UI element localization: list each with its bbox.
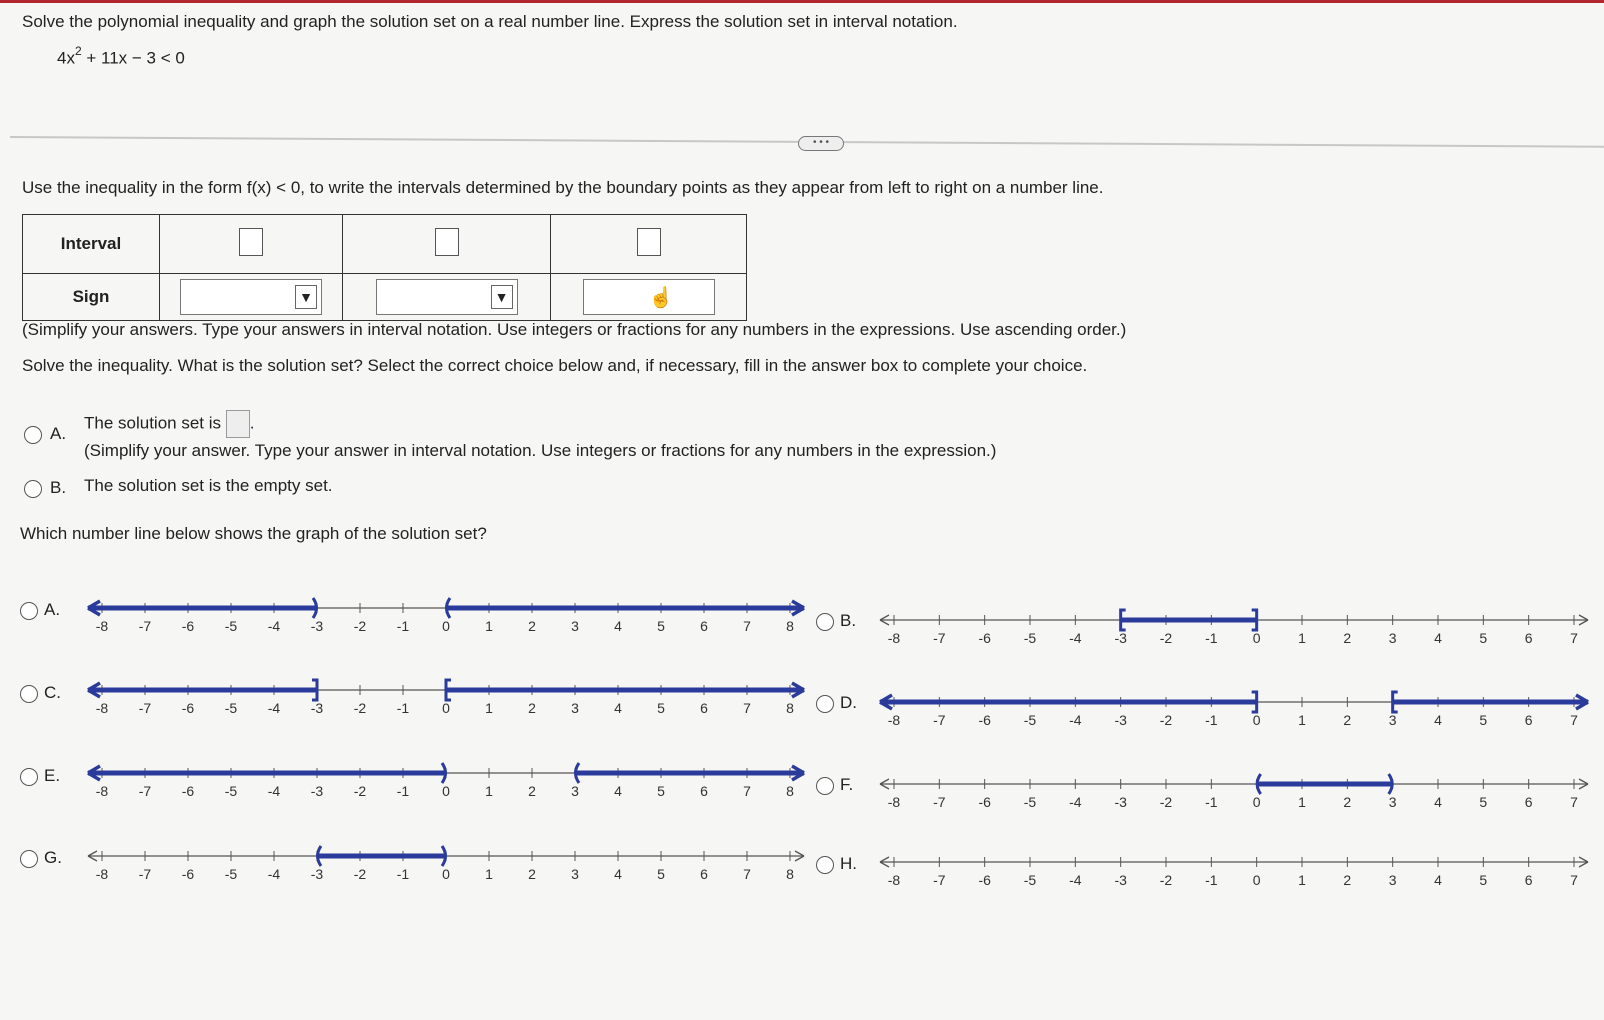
- tick-label: 5: [1479, 630, 1488, 646]
- tick-label: -5: [224, 618, 238, 634]
- hand-cursor-icon: ☝: [648, 287, 674, 309]
- sign-row-label: Sign: [23, 274, 160, 321]
- interval-row-label: Interval: [23, 215, 160, 274]
- solution-set-question: Solve the inequality. What is the solution set? Select the correct choice below and, if necessary, fill in the answer box to complete your choice.: [22, 356, 1088, 375]
- number-line-radio-a[interactable]: [20, 602, 38, 620]
- tick-label: 2: [1343, 794, 1352, 810]
- tick-label: -6: [181, 866, 195, 882]
- tick-label: 1: [1298, 712, 1306, 728]
- tick-label: -4: [267, 866, 281, 882]
- number-line-radio-f[interactable]: [816, 777, 834, 795]
- tick-label: -4: [1069, 872, 1082, 888]
- expand-more-button[interactable]: • • •: [798, 136, 844, 151]
- number-line-letter: D.: [840, 693, 857, 712]
- tick-label: -6: [181, 618, 195, 634]
- tick-label: 6: [1524, 630, 1533, 646]
- tick-label: 7: [1570, 630, 1578, 646]
- tick-label: 4: [614, 783, 622, 799]
- tick-label: 5: [657, 866, 665, 882]
- tick-label: 7: [1570, 712, 1578, 728]
- tick-label: 2: [1343, 712, 1352, 728]
- sign-dropdown-2[interactable]: [376, 279, 518, 315]
- tick-label: 6: [700, 700, 708, 716]
- tick-label: 4: [1434, 794, 1442, 810]
- number-line: [876, 688, 1592, 728]
- tick-label: -8: [95, 618, 109, 634]
- number-line: [84, 676, 808, 716]
- tick-label: 2: [1343, 872, 1352, 888]
- tick-label: 1: [485, 700, 493, 716]
- number-line-radio-h[interactable]: [816, 856, 834, 874]
- tick-label: 7: [1570, 794, 1578, 810]
- choice-a-text: The solution set is .: [84, 410, 254, 438]
- tick-label: 3: [571, 866, 579, 882]
- tick-label: 3: [1388, 872, 1397, 888]
- choice-b-letter: B.: [50, 478, 67, 497]
- tick-label: 5: [1479, 794, 1488, 810]
- tick-label: 0: [442, 783, 450, 799]
- tick-label: -4: [1069, 630, 1082, 646]
- interval-instruction: Use the inequality in the form f(x) < 0, to write the intervals determined by the boundary points as they appear from left to right on a number line.: [22, 178, 1104, 197]
- tick-label: 4: [614, 866, 622, 882]
- tick-label: -2: [1159, 794, 1173, 810]
- tick-label: 2: [1343, 630, 1352, 646]
- tick-label: 0: [1252, 872, 1261, 888]
- inequality: $4x^2 + 11x - 3 < 0$: [57, 44, 185, 68]
- tick-label: -2: [353, 700, 367, 716]
- tick-label: 5: [657, 618, 665, 634]
- choice-b-text: The solution set is the empty set.: [84, 476, 333, 495]
- tick-label: 3: [1388, 630, 1397, 646]
- tick-label: -2: [353, 866, 367, 882]
- tick-label: 7: [743, 783, 751, 799]
- tick-label: -7: [138, 783, 152, 799]
- tick-label: -6: [978, 630, 991, 646]
- tick-label: 8: [786, 700, 794, 716]
- tick-label: 0: [1252, 712, 1261, 728]
- tick-label: 6: [1524, 712, 1533, 728]
- tick-label: -7: [933, 872, 946, 888]
- solution-set-input[interactable]: [226, 410, 250, 438]
- tick-label: -3: [310, 783, 324, 799]
- number-line-radio-c[interactable]: [20, 685, 38, 703]
- tick-label: 4: [614, 618, 622, 634]
- tick-label: -7: [933, 794, 946, 810]
- tick-label: -5: [224, 700, 238, 716]
- tick-label: 7: [743, 866, 751, 882]
- number-line-letter: G.: [44, 848, 62, 867]
- tick-label: 4: [1434, 712, 1442, 728]
- tick-label: -5: [1023, 712, 1037, 728]
- tick-label: -1: [1205, 872, 1218, 888]
- tick-label: -2: [353, 783, 367, 799]
- tick-label: 1: [485, 866, 493, 882]
- tick-label: -6: [978, 872, 991, 888]
- dropdown-arrow-icon: ▼: [491, 285, 513, 309]
- tick-label: -6: [978, 794, 991, 810]
- tick-label: -3: [1114, 630, 1127, 646]
- tick-label: 2: [528, 700, 536, 716]
- tick-label: 6: [1524, 794, 1533, 810]
- tick-label: -7: [933, 630, 946, 646]
- tick-label: -3: [1114, 712, 1127, 728]
- number-line: [84, 759, 808, 799]
- problem-statement: Solve the polynomial inequality and graph the solution set on a real number line. Express the solution set in interval notation.: [22, 12, 958, 31]
- tick-label: -2: [1159, 630, 1173, 646]
- choice-b-radio[interactable]: [24, 480, 42, 498]
- tick-label: 2: [528, 866, 536, 882]
- tick-label: 6: [700, 866, 708, 882]
- tick-label: -3: [310, 866, 324, 882]
- number-line-letter: F.: [840, 775, 854, 794]
- number-line-letter: E.: [44, 766, 61, 785]
- tick-label: -5: [1023, 872, 1037, 888]
- tick-label: -5: [1023, 630, 1037, 646]
- tick-label: 0: [442, 618, 450, 634]
- tick-label: -3: [310, 618, 324, 634]
- tick-label: 4: [1434, 630, 1442, 646]
- tick-label: -1: [396, 618, 410, 634]
- tick-label: -4: [1069, 712, 1082, 728]
- tick-label: 3: [1388, 794, 1397, 810]
- tick-label: -6: [978, 712, 991, 728]
- tick-label: 3: [571, 700, 579, 716]
- tick-label: -8: [887, 712, 901, 728]
- tick-label: -3: [1114, 794, 1127, 810]
- tick-label: 5: [657, 700, 665, 716]
- tick-label: -7: [138, 618, 152, 634]
- tick-label: 0: [442, 866, 450, 882]
- tick-label: -1: [396, 866, 410, 882]
- number-line-letter: H.: [840, 854, 857, 873]
- interval-note: (Simplify your answers. Type your answers in interval notation. Use integers or fractions for any numbers in the expressions. Use ascending order.): [22, 320, 1127, 339]
- tick-label: 1: [485, 618, 493, 634]
- tick-label: 5: [1479, 872, 1488, 888]
- tick-label: 8: [786, 783, 794, 799]
- number-line-letter: C.: [44, 683, 61, 702]
- tick-label: -3: [1114, 872, 1127, 888]
- tick-label: -1: [396, 700, 410, 716]
- interval-answer-box-3[interactable]: [637, 228, 661, 256]
- tick-label: -5: [224, 783, 238, 799]
- number-line-radio-e[interactable]: [20, 768, 38, 786]
- tick-label: -7: [138, 866, 152, 882]
- tick-label: -6: [181, 783, 195, 799]
- interval-answer-box-2[interactable]: [435, 228, 459, 256]
- number-line-radio-b[interactable]: [816, 613, 834, 631]
- tick-label: -7: [933, 712, 946, 728]
- tick-label: 3: [571, 783, 579, 799]
- tick-label: 3: [1388, 712, 1397, 728]
- tick-label: -4: [267, 783, 281, 799]
- tick-label: -8: [95, 866, 109, 882]
- tick-label: 0: [1252, 794, 1261, 810]
- number-line: [84, 594, 808, 634]
- tick-label: 0: [442, 700, 450, 716]
- number-line-letter: A.: [44, 600, 61, 619]
- tick-label: 5: [657, 783, 665, 799]
- tick-label: 8: [786, 866, 794, 882]
- tick-label: 5: [1479, 712, 1488, 728]
- tick-label: -7: [138, 700, 152, 716]
- tick-label: 6: [1524, 872, 1533, 888]
- tick-label: 7: [743, 618, 751, 634]
- number-line-letter: B.: [840, 611, 857, 630]
- tick-label: -3: [310, 700, 324, 716]
- tick-label: 1: [1298, 630, 1306, 646]
- tick-label: -1: [396, 783, 410, 799]
- sign-dropdown-3[interactable]: [583, 279, 715, 315]
- tick-label: -5: [1023, 794, 1037, 810]
- choice-a-radio[interactable]: [24, 426, 42, 444]
- dropdown-arrow-icon: ▼: [295, 285, 317, 309]
- tick-label: 1: [1298, 794, 1306, 810]
- tick-label: -8: [887, 630, 901, 646]
- tick-label: 2: [528, 618, 536, 634]
- number-line: [84, 842, 808, 882]
- tick-label: -4: [267, 700, 281, 716]
- tick-label: -6: [181, 700, 195, 716]
- tick-label: 1: [485, 783, 493, 799]
- tick-label: 8: [786, 618, 794, 634]
- tick-label: -5: [224, 866, 238, 882]
- number-line: [876, 770, 1592, 810]
- tick-label: -2: [1159, 712, 1173, 728]
- number-line: [876, 848, 1592, 888]
- tick-label: -1: [1205, 712, 1218, 728]
- tick-label: 7: [1570, 872, 1578, 888]
- sign-dropdown-1[interactable]: [180, 279, 322, 315]
- tick-label: 6: [700, 618, 708, 634]
- tick-label: 4: [614, 700, 622, 716]
- tick-label: -2: [1159, 872, 1173, 888]
- tick-label: -8: [95, 700, 109, 716]
- tick-label: 4: [1434, 872, 1442, 888]
- tick-label: -2: [353, 618, 367, 634]
- tick-label: -8: [95, 783, 109, 799]
- tick-label: -1: [1205, 630, 1218, 646]
- choice-a-letter: A.: [50, 424, 67, 443]
- tick-label: 3: [571, 618, 579, 634]
- tick-label: -8: [887, 872, 901, 888]
- tick-label: 7: [743, 700, 751, 716]
- number-line-radio-g[interactable]: [20, 850, 38, 868]
- tick-label: -4: [1069, 794, 1082, 810]
- number-line-radio-d[interactable]: [816, 695, 834, 713]
- choice-a-note: (Simplify your answer. Type your answer in interval notation. Use integers or fractions for any numbers in the expression.): [84, 441, 997, 460]
- top-accent-bar: [0, 0, 1604, 3]
- tick-label: 1: [1298, 872, 1306, 888]
- tick-label: 0: [1252, 630, 1261, 646]
- number-line: [876, 606, 1592, 646]
- tick-label: -8: [887, 794, 901, 810]
- number-line-question: Which number line below shows the graph of the solution set?: [20, 524, 487, 543]
- tick-label: 6: [700, 783, 708, 799]
- interval-answer-box-1[interactable]: [239, 228, 263, 256]
- tick-label: -1: [1205, 794, 1218, 810]
- tick-label: 2: [528, 783, 536, 799]
- interval-sign-table: [22, 214, 747, 321]
- tick-label: -4: [267, 618, 281, 634]
